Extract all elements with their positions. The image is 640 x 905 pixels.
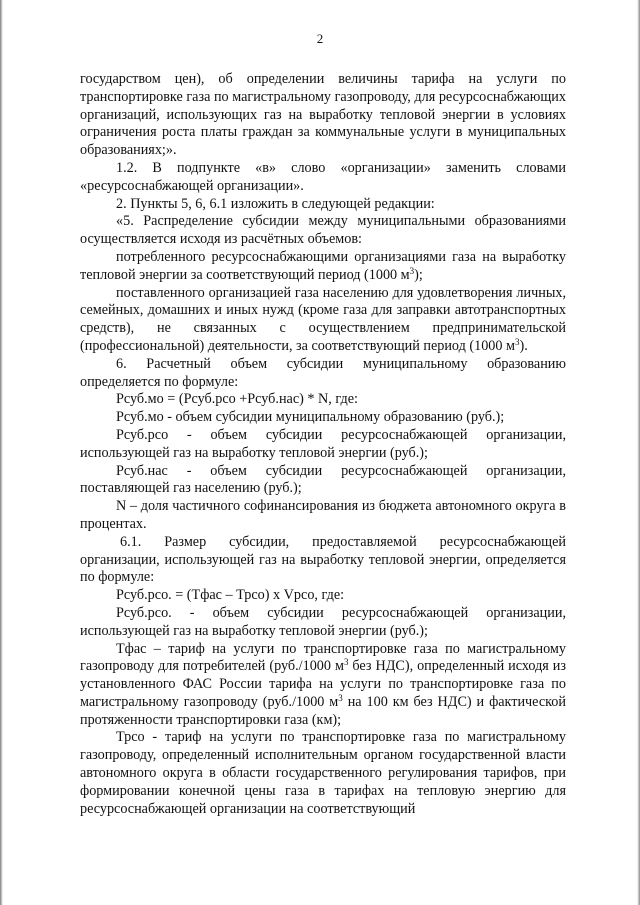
closing-paren: ); [414, 266, 423, 283]
paragraph-5-supplied [80, 285, 566, 356]
paragraph-1-2: 1.2. В подпункте «в» слово «организации» заменить словами «ресурсоснабжающей организации». [80, 159, 566, 194]
cubic-superscript: 3 [338, 692, 343, 703]
paragraph-continuation: государством цен), об определении величины тарифа на услуги по транспортировке газа по магистральному газопроводу, для ресурсоснабжающих организаций, использующих газ на выработку тепловой энергии в условиях ограничения роста платы граждан за коммунальные услуги в муниципальных образованиях;». [80, 71, 566, 159]
cubic-superscript: 3 [515, 336, 520, 347]
closing-paren: ). [519, 337, 528, 354]
paragraph-5-consumed [80, 249, 566, 285]
paragraph-2: 2. Пункты 5, 6, 6.1 изложить в следующей редакции: [116, 195, 435, 212]
tfas-text-2: без НДС), определенный исходя из установленного ФАС России тарифа на услуги по транспортировке газа по магистральному газопроводу (руб./1000 м [80, 658, 566, 710]
formula-6-1: Рсуб.рсо. = (Тфас – Трсо) х Vрсо, где: [116, 587, 345, 604]
definition-psub-mo: Рсуб.мо - объем субсидии муниципальному образованию (руб.); [116, 409, 505, 426]
page-number: 2 [316, 31, 324, 46]
supplied-text: поставленного организацией газа населению для удовлетворения личных, семейных, домашних и иных нужд (кроме газа для заправки автотранспортных средств), не связанных с осуществлением предпринимательской (профессиональной) деятельности, за соответствующий период (1000 м [80, 284, 566, 354]
document-body [80, 71, 566, 818]
definition-psub-nas: Рсуб.нас - объем субсидии ресурсоснабжающей организации, поставляющей газ населению (руб.); [80, 462, 566, 497]
cubic-superscript: 3 [343, 657, 349, 668]
consumed-text: потребленного ресурсоснабжающими организациями газа на выработку тепловой энергии за соответствующий период (1000 м [80, 248, 566, 283]
paragraph-5-intro: «5. Распределение субсидии между муниципальными образованиями осуществляется исходя из расчётных объемов: [80, 213, 566, 248]
formula-6: Рсуб.мо = (Рсуб.рсо +Рсуб.нас) * N, где: [116, 391, 358, 408]
tfas-text-1: Тфас – тариф на услуги по транспортировке газа по магистральному газопроводу для потребителей (руб./1000 м [80, 640, 566, 675]
definition-n: N – доля частичного софинансирования из бюджета автономного округа в процентах. [80, 498, 566, 532]
definition-psub-rso-dot: Рсуб.рсо. - объем субсидии ресурсоснабжающей организации, использующей газ на выработку тепловой энергии (руб.); [80, 604, 566, 639]
definition-trso: Трсо - тариф на услуги по транспортировке газа по магистральному газопроводу, определенный исполнительным органом государственной власти автономного округа в области государственного регулирования тарифов, при формировании конечной цены газа в тарифах на тепловую энергию для ресурсоснабжающей организации на соответствующий [80, 729, 566, 817]
paragraph-6-1: 6.1. Размер субсидии, предоставляемой ресурсоснабжающей организации, использующей газ на выработку тепловой энергии, определяется по формуле: [80, 533, 566, 586]
definition-psub-rso: Рсуб.рсо - объем субсидии ресурсоснабжающей организации, использующей газ на выработку тепловой энергии (руб.); [80, 426, 566, 461]
definition-tfas [80, 641, 566, 730]
scan-edge-left [0, 0, 3, 905]
tfas-text-3: на 100 км без НДС) и фактической протяженности транспортировки газа (км); [80, 693, 566, 728]
cubic-superscript: 3 [409, 265, 415, 276]
paragraph-6: 6. Расчетный объем субсидии муниципальному образованию определяется по формуле: [80, 355, 566, 390]
